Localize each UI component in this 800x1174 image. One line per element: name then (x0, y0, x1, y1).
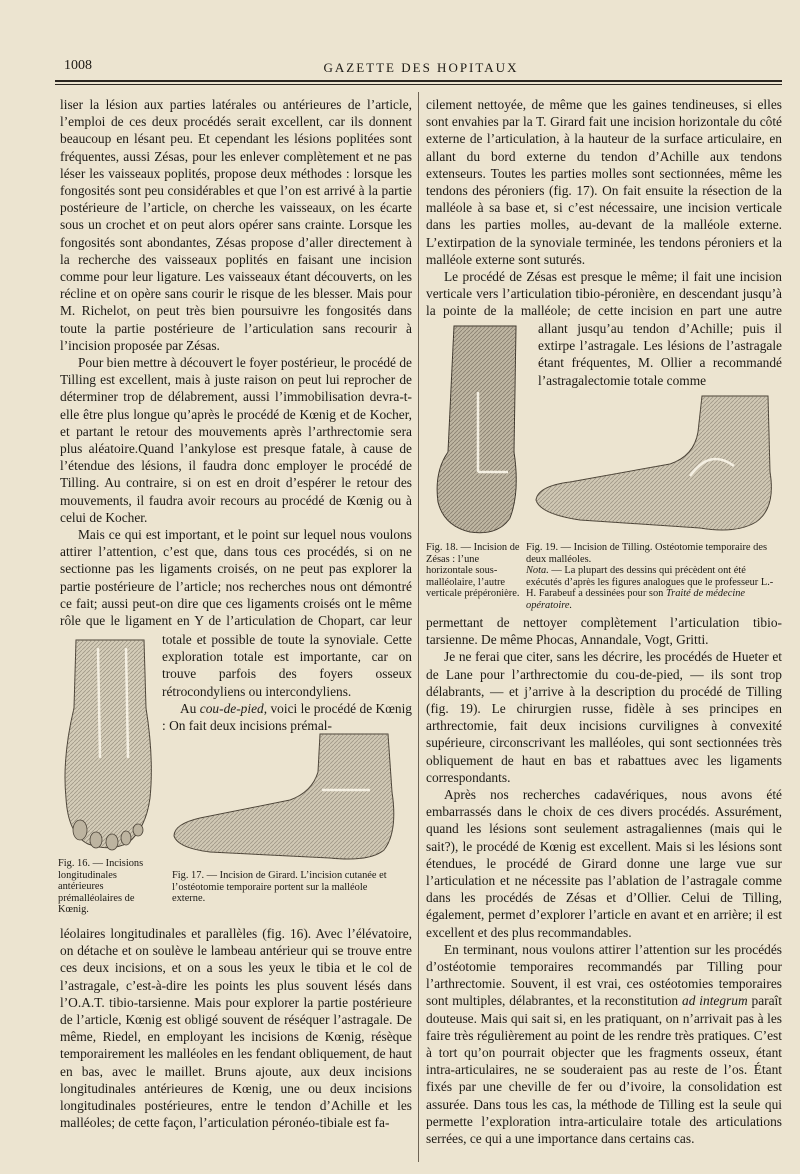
header-rule-thin (55, 84, 782, 85)
page-header (60, 54, 782, 80)
right-column-top (426, 96, 782, 320)
text-run: paraît douteuse. Mais qui sait si, en les pratiquant, on n’arrivait pas à les faire très régulièrement au point de les rendre très pratiques. C’est à tort qu’on pourrait objecter que les fragments osseux, étant intra-articulaires, ne se souderaient pas au reste de l’os. Étant fixés par une cheville de fer ou d’ivoire, la consolidation est assurée. Dans tous les cas, la méthode de Tilling est la seule qui permette l’exploration intra-articulaire totale des articulations serrées, ce qui a une importance dans certains cas. (426, 993, 782, 1147)
header-rule-thick (55, 80, 782, 82)
text-run-italic: Traité de médecine opératoire. (526, 588, 746, 611)
figure-17-illustration (170, 732, 402, 866)
right-column-wrap (538, 320, 782, 390)
text-run: Au (180, 700, 197, 716)
paragraph: Mais ce qui est important, et le point sur lequel nous voulons attirer l’attention, c’est que, dans tous ces procédés, si on ne sectionne pas les ligaments croisés, on ne peut pas explorer la partie postérieure de l’article; nos recherches nous ont démontré ce fait; aussi peut-on dire que ces ligaments croisés ont le même rôle que le ligament en Y de l’articulation de Chopart, car leur (60, 527, 412, 629)
figure-17-caption: Fig. 17. — Incision de Girard. L’incision cutanée et l’ostéotomie temporaire portent sur la malléole externe. (172, 870, 387, 905)
figure-18-caption: Fig. 18. — Incision de Zésas : l’une horizontale sous-malléolaire, l’autre verticale prépéronière. (426, 542, 520, 600)
figure-16-caption: Fig. 16. — Incisions longitudinales antérieures prémalléolaires de Kœnig. (58, 858, 144, 916)
journal-title: GAZETTE DES HOPITAUX (323, 60, 519, 75)
right-column-bottom (426, 614, 782, 1166)
text-run-italic: cou-de-pied (199, 700, 264, 716)
paragraph (426, 941, 782, 1147)
paragraph: Je ne ferai que citer, sans les décrire, les procédés de Hueter et de Lane pour l’arthrectomie du cou-de-pied, — ils sont trop délabrants, — et j’arrive à la description du procédé de Tilling (fig. 19). Le chirurgien russe, fidèle à ses principes en arthrectomie, fait deux incisions curvilignes à convexité supérieure, circonscrivant les malléoles, qui sont sectionnées très obliquement de haut en bas et rabattues avec les ligaments correspondants. (426, 649, 782, 785)
paragraph: cilement nettoyée, de même que les gaines tendineuses, si elles sont envahies par la T. Girard fait une incision horizontale du côté externe de l’articulation, à la hauteur de la surface articulaire, en allant du bord externe du tendon d’Achille aux tendons extenseurs. Toutes les parties molles sont sectionnées, même les tendons des péroniers (fig. 17). On fait ensuite la résection de la malléole à sa base et, si c’est nécessaire, une incision verticale dans les parties molles, au-devant de la malléole externe. L’extirpation de la synoviale terminée, les tendons péroniers et la malléole externe sont suturés. (426, 97, 782, 267)
column-divider (418, 92, 419, 1162)
paragraph: permettant de nettoyer complètement l’articulation tibio-tarsienne. De même Phocas, Annandale, Vogt, Gritti. (426, 615, 782, 648)
text-run: — La plupart des dessins qui précèdent ont été exécutés d’après les figures analogues que le professeur L.-H. Farabeuf a dessinées pour son (526, 565, 774, 600)
text-run: , voici le procédé de Kœnig : On fait deux incisions prémal- (162, 700, 412, 733)
figure-19-illustration (530, 392, 778, 538)
paragraph: Après nos recherches cadavériques, nous avons été embarrassés dans le choix de ces divers procédés. Assurément, quand les lésions sont seulement astragaliennes (mais qui le sait?), le procédé de Kœnig est excellent. Mais si les lésions sont étendues, le procédé de Girard donne une large vue sur l’articulation et ne nécessite pas l’ablation de l’astragale comme dans les procédés de Zésas et d’Ollier. Celui de Tilling, également, permet d’explorer l’article en avant et en arrière; il est excellent et des plus recommandables. (426, 787, 782, 940)
paragraph: Le procédé de Zésas est presque le même; il fait une incision verticale vers l’articulation tibio-péronière, en descendant jusqu’à la pointe de la malléole; de cette incision en part une autre (426, 269, 782, 319)
paragraph: liser la lésion aux parties latérales ou antérieures de l’article, l’emploi de ces deux procédés serait excellent, car ils donnent beaucoup en lésant peu. Et cependant les lésions poplitées sont fréquentes, aussi Zésas, pour les enlever complètement et ne pas léser les vaisseaux poplités, propose deux méthodes : lorsque les fongosités sont peu considérables et que l’on est arrivé à la partie postérieure de l’article, on cherche les vaisseaux, on les écarte sous un crochet et on peut alors opérer sans crainte. Lorsque les fongosités sont abondantes, Zésas propose d’aller directement à la recherche des vaisseaux poplités en faisant une incision comme pour leur ligature. Les vaisseaux étant découverts, on les récline et on opère sans courir le risque de les blesser. Mais pour M. Richelot, on peut très bien poursuivre les fongosités dans toute la partie postérieure de l’articulation sans recourir à l’incision proposée par Zésas. (60, 97, 412, 353)
paragraph: Pour bien mettre à découvert le foyer postérieur, le procédé de Tilling est excellent, mais à juste raison on peut lui reprocher de déterminer trop de délabrement, aussi l’immobilisation devra-t-elle être plus longue qu’après le procédé de Kœnig et de Kocher, et partant le retour des mouvements après l’arthrectomie sera plus aléatoire.Quand l’ankylose est presque fatale, à cause de l’étendue des lésions, il faudra donc employer le procédé de Tilling. Au contraire, si on est en droit d’espérer le retour des mouvements, il faudra avoir recours au procédé de Kœnig ou à celui de Kocher. (60, 355, 412, 525)
paragraph (162, 700, 412, 733)
page-number: 1008 (64, 58, 92, 73)
paragraph: léolaires longitudinales et parallèles (fig. 16). Avec l’élévatoire, on détache et on soulève le lambeau antérieur qui se trouve entre ces deux incisions, et on a sous les yeux le tibia et le col de l’astragale, c’est-à-dire les points les plus souvent lésés dans l’O.A.T. tibio-tarsienne. Mais pour explorer la partie postérieure de l’article, Kœnig est obligé souvent de réséquer l’astragale. De même, Riedel, en employant les incisions de Kœnig, résèque temporairement les malléoles en les fendant obliquement, de haut en bas, avec le maillet. Bruns ajoute, aux deux incisions longitudinales antérieures de Kœnig, une ou deux incisions longitudinales postérieures, entre le tendon d’Achille et les malléoles; de cette façon, l’articulation péronéo-tibiale est fa- (60, 926, 412, 1131)
figure-19-caption-text: Fig. 19. — Incision de Tilling. Ostéotomie temporaire des deux malléoles. (526, 542, 767, 565)
left-column-bottom (60, 925, 412, 1165)
text-run: En terminant, nous voulons attirer l’attention sur les procédés d’ostéotomie temporaires recommandés par Tilling pour l’arthrectomie. Souvent, il est vrai, ces ostéotomies temporaires sont multiples, délabrantes, et la reconstitution (426, 941, 782, 1009)
paragraph: totale et possible de toute la synoviale. Cette exploration totale est importante, car on trouve parfois des foyers osseux rétrocondyliens ou intercondyliens. (162, 632, 412, 699)
nota-text (526, 565, 780, 611)
left-column-wrap (162, 631, 412, 733)
left-column-top (60, 96, 412, 631)
paragraph: allant jusqu’au tendon d’Achille; puis il extirpe l’astragale. Les lésions de l’astragale étant fréquentes, M. Ollier a recommandé l’astragalectomie totale comme (538, 321, 782, 388)
text-run-italic: ad integrum (682, 993, 748, 1009)
figure-16-illustration (58, 638, 162, 854)
nota-label: Nota. (526, 565, 549, 577)
figure-19-caption (526, 542, 780, 612)
figure-18-illustration (430, 322, 530, 538)
